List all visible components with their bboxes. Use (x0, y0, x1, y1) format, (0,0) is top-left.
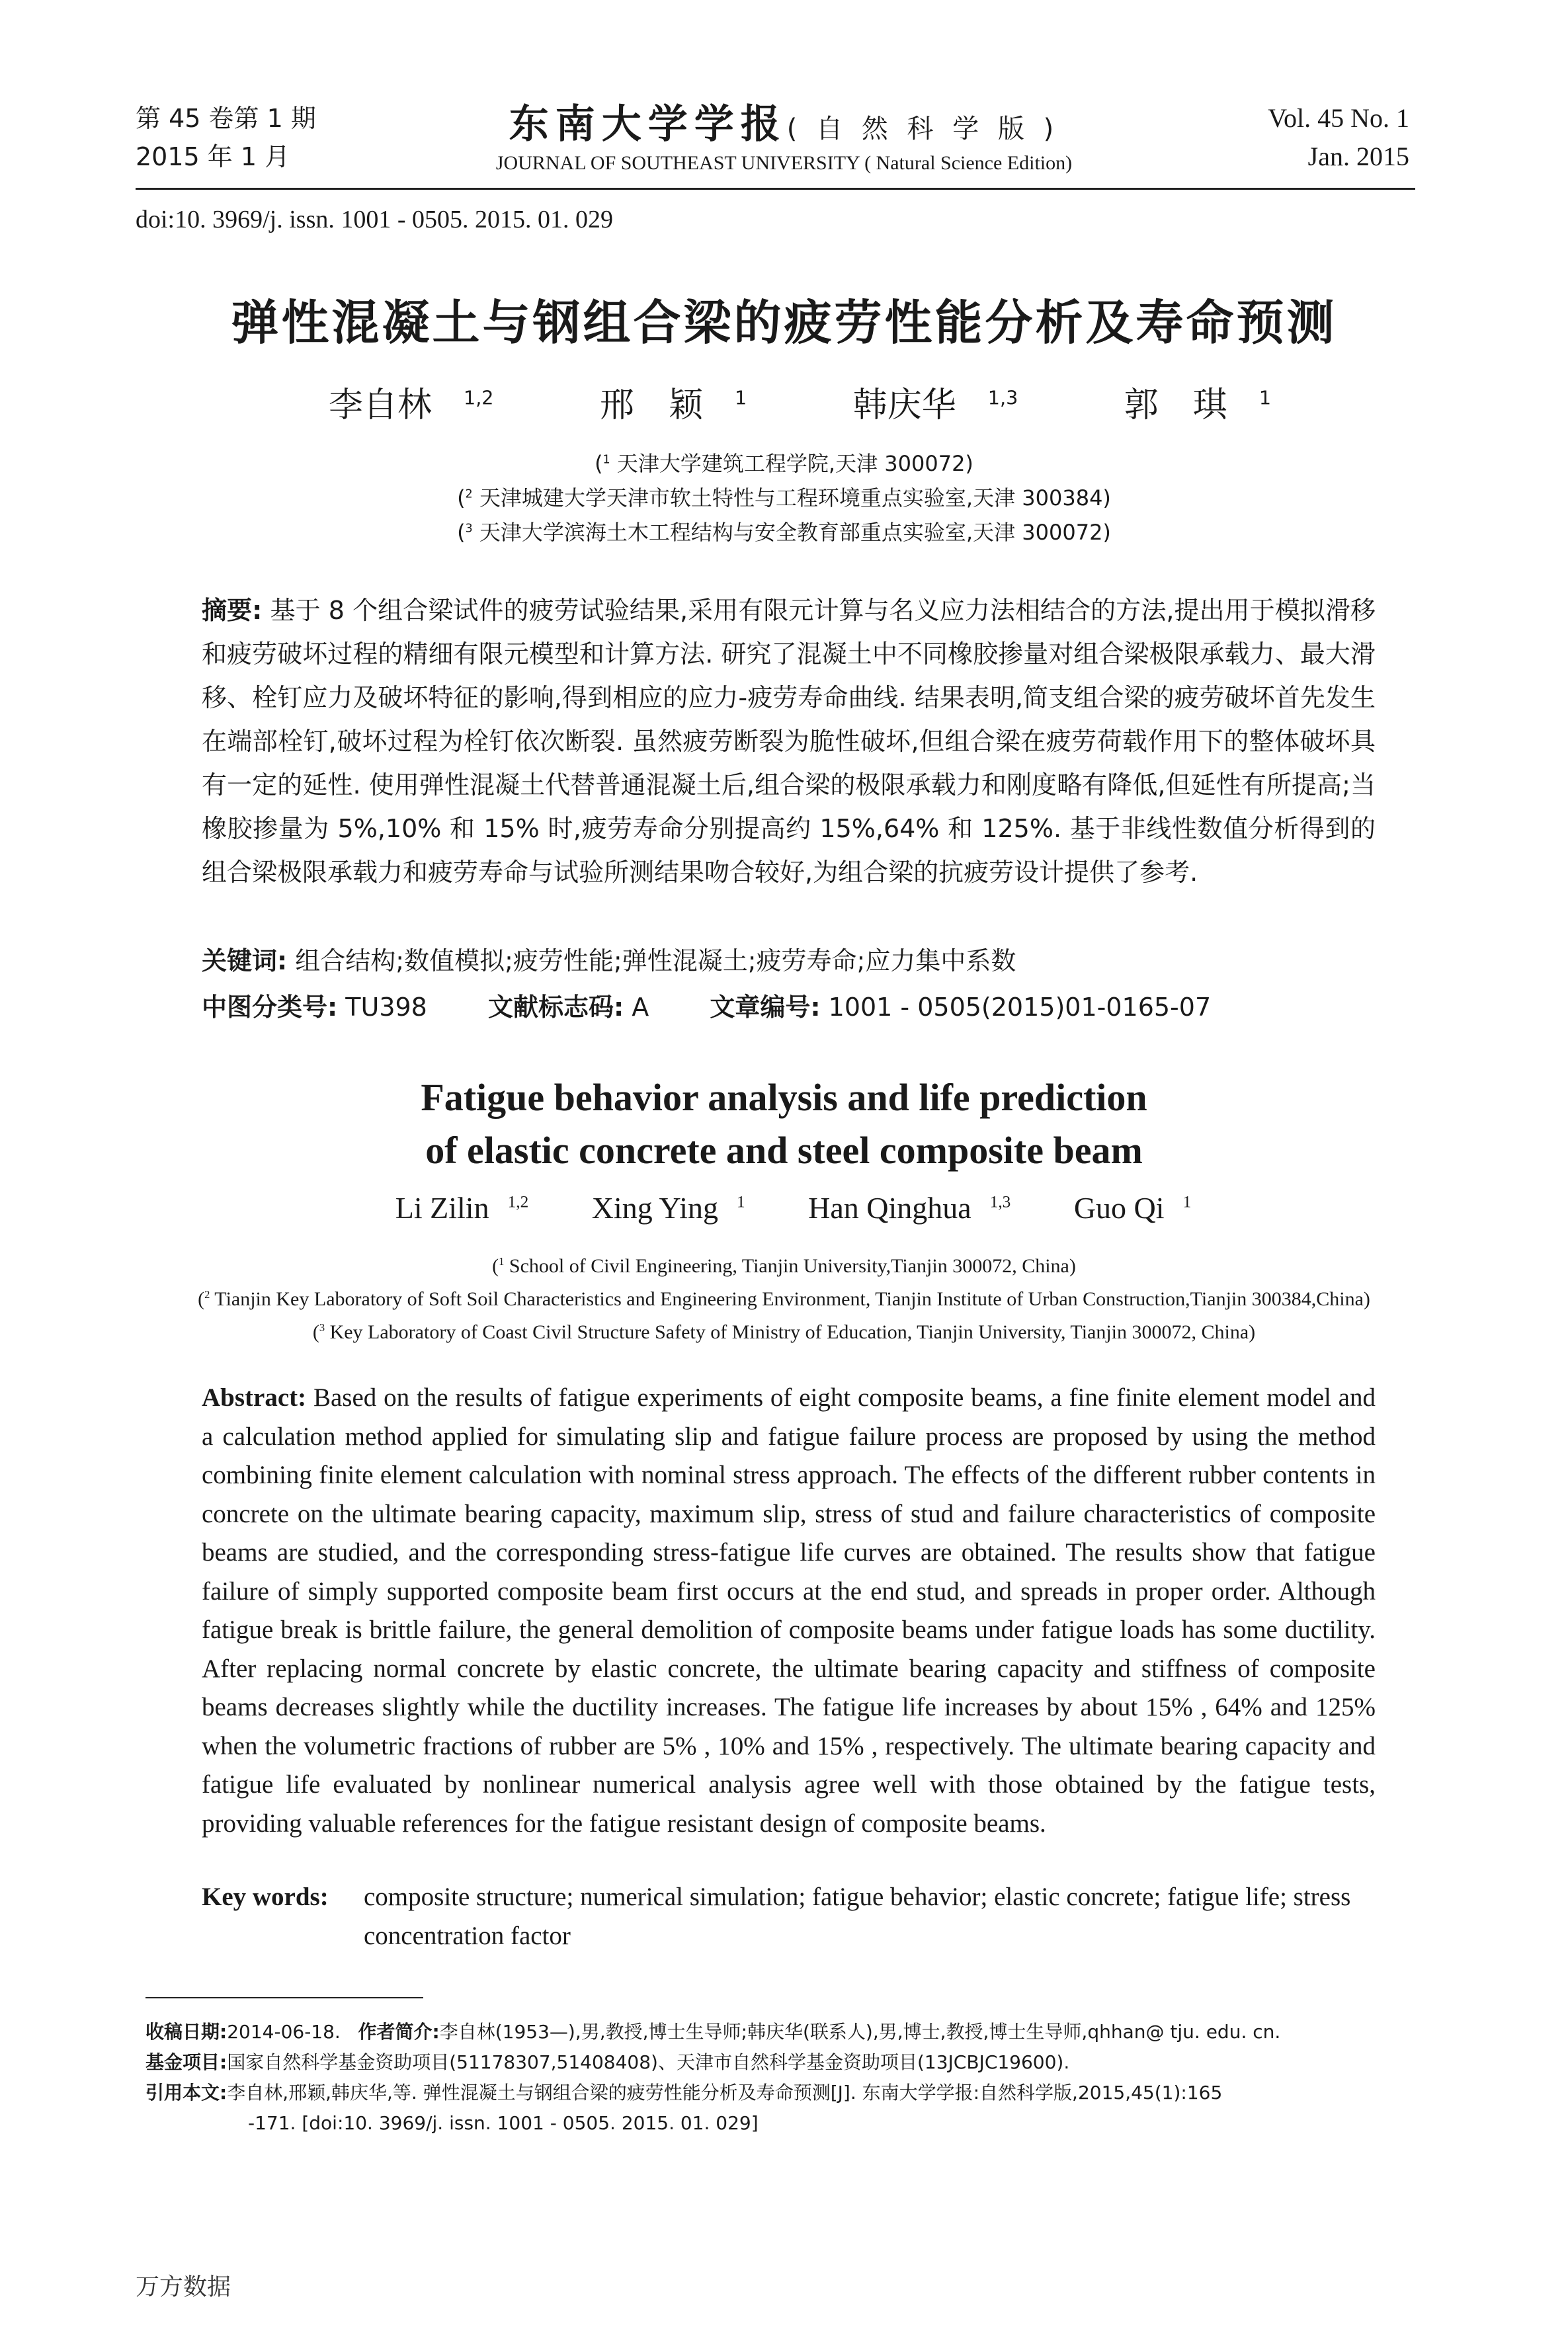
author-cn: 郭 琪 $^1$ (1124, 386, 1272, 425)
abstract-label-en: Abstract: (202, 1383, 307, 1412)
doi[interactable]: doi:10. 3969/j. issn. 1001 - 0505. 2015. 01. 029 (136, 206, 614, 233)
affiliations-en (0, 1250, 1568, 1349)
abstract-cn (202, 589, 1376, 894)
date-en: Jan. 2015 (1307, 142, 1409, 171)
footnotes (145, 2017, 1389, 2139)
article-no-label: 文章编号: (710, 993, 821, 1022)
abstract-en (202, 1379, 1376, 1843)
author-en: Li Zilin $^{1,2}$ (395, 1191, 529, 1225)
title-en-line: of elastic concrete and steel composite beam (425, 1129, 1143, 1172)
watermark: 万方数据 (136, 2273, 231, 2301)
keywords-label-cn: 关键词: (202, 946, 288, 975)
keywords-cn (202, 939, 1376, 983)
authors-cn (0, 377, 1568, 427)
volume-issue-cn: 第 45 卷第 1 期 (136, 104, 316, 133)
header-rule (136, 188, 1415, 190)
journal-title-en: JOURNAL OF SOUTHEAST UNIVERSITY ( Natural Science Edition) (495, 152, 1073, 174)
authors-en (0, 1190, 1568, 1225)
journal-name-cn: 东南大学学报 (509, 101, 787, 147)
affiliation-cn: ($^2$ 天津城建大学天津市软土特性与工程环境重点实验室,天津 300384) (457, 485, 1111, 511)
abstract-text-cn: 基于 8 个组合梁试件的疲劳试验结果,采用有限元计算与名义应力法相结合的方法,提出用于模拟滑移和疲劳破坏过程的精细有限元模型和计算方法. 研究了混凝土中不同橡胶掺量对组合梁极限承载力、最大滑移、栓钉应力及破坏特征的影响,得到相应的应力-疲劳寿命曲线. 结果表明,简支组合梁的疲劳破坏首先发生在端部栓钉,破坏过程为栓钉依次断裂. 虽然疲劳断裂为脆性破坏,但组合梁在疲劳荷载作用下的整体破坏具有一定的延性. 使用弹性混凝土代替普通混凝土后,组合梁的极限承载力和刚度略有降低,但延性有所提高;当橡胶掺量为 5%,10% 和 15% 时,疲劳寿命分别提高约 15%,64% 和 125%. 基于非线性数值分析得到的组合梁极限承载力和疲劳寿命与试验所测结果吻合较好,为组合梁的抗疲劳设计提供了参考. (202, 596, 1376, 887)
footnote-received: 收稿日期:2014-06-18. 作者简介:李自林(1953—),男,教授,博士生导师;韩庆华(联系人),男,博士,教授,博士生导师,qhhan@ tju. edu. cn. (145, 2021, 1281, 2043)
affiliation-en: ($^3$ Key Laboratory of Coast Civil Structure Safety of Ministry of Education, Tianjin University, Tianjin 300072, China) (312, 1321, 1256, 1343)
abstract-text-en: Based on the results of fatigue experiments of eight composite beams, a fine finite element model and a calculation method applied for simulating slip and fatigue failure process are proposed by using the method combining finite element calculation with nominal stress approach. The effects of the different rubber contents in concrete on the ultimate bearing capacity, maximum slip, stress of stud and failure characteristics of composite beams are studied, and the corresponding stress-fatigue life curves are obtained. The results show that fatigue failure of simply supported composite beam first occurs at the end stud, and spreads in proper order. Although fatigue break is brittle failure, the general demolition of composite beams under fatigue loads has some ductility. After replacing normal concrete by elastic concrete, the ultimate bearing capacity and stiffness of composite beams decreases slightly while the ductility increases. The fatigue life increases by about 15% , 64% and 125% when the volumetric fractions of rubber are 5% , 10% and 15% , respectively. The ultimate bearing capacity and fatigue life evaluated by nonlinear numerical analysis agree well with those obtained by the fatigue tests, providing valuable references for the fatigue resistant design of composite beams. (202, 1383, 1376, 1838)
footnote-rule (145, 1997, 423, 1998)
paper-title-en (0, 1071, 1568, 1177)
paper-title-cn: 弹性混凝土与钢组合梁的疲劳性能分析及寿命预测 (231, 295, 1337, 350)
affiliations-cn (0, 446, 1568, 550)
title-en-line: Fatigue behavior analysis and life prediction (421, 1076, 1147, 1119)
keywords-text-en: composite structure; numerical simulation; fatigue behavior; elastic concrete; fatigue life; stress concentration factor (364, 1883, 1351, 1950)
footnote-citation: 引用本文:李自林,邢颖,韩庆华,等. 弹性混凝土与钢组合梁的疲劳性能分析及寿命预测[J]. 东南大学学报:自然科学版,2015,45(1):165 (145, 2082, 1223, 2104)
author-en: Guo Qi $^1$ (1073, 1191, 1192, 1225)
affiliation-en: ($^2$ Tianjin Key Laboratory of Soft Soil Characteristics and Engineering Environment, Tianjin Institute of Urban Construction,Tianjin 300384,China) (198, 1288, 1370, 1310)
doc-code-label: 文献标志码: (487, 993, 624, 1022)
article-no-value: 1001 - 0505(2015)01-0165-07 (828, 993, 1212, 1022)
classification-cn (202, 985, 1376, 1029)
journal-edition-cn: ( 自 然 科 学 版 ) (786, 114, 1059, 144)
header-right (1268, 99, 1409, 176)
author-cn: 邢 颖 $^1$ (600, 386, 747, 425)
footnote-fund: 基金项目:国家自然科学基金资助项目(51178307,51408408)、天津市自然科学基金资助项目(13JCBJC19600). (145, 2051, 1070, 2073)
volume-issue-en: Vol. 45 No. 1 (1268, 103, 1409, 133)
doc-code-value: A (632, 993, 649, 1022)
affiliation-cn: ($^3$ 天津大学滨海土木工程结构与安全教育部重点实验室,天津 300072) (457, 520, 1111, 545)
abstract-label-cn: 摘要: (202, 596, 263, 625)
author-en: Xing Ying $^1$ (591, 1191, 745, 1225)
author-cn: 李自林 $^{1,2}$ (328, 386, 494, 425)
author-en: Han Qinghua $^{1,3}$ (808, 1191, 1011, 1225)
keywords-text-cn: 组合结构;数值模拟;疲劳性能;弹性混凝土;疲劳寿命;应力集中系数 (295, 946, 1016, 975)
affiliation-en: ($^1$ School of Civil Engineering, Tianjin University,Tianjin 300072, China) (492, 1255, 1076, 1277)
author-cn: 韩庆华 $^{1,3}$ (852, 386, 1018, 425)
date-cn: 2015 年 1 月 (136, 142, 290, 171)
keywords-en (202, 1878, 1376, 1955)
clc-label: 中图分类号: (202, 993, 338, 1022)
keywords-label-en: Key words: (202, 1883, 329, 1911)
footnote-citation-cont: -171. [doi:10. 3969/j. issn. 1001 - 0505. 2015. 01. 029] (248, 2112, 759, 2134)
clc-value: TU398 (345, 993, 427, 1022)
affiliation-cn: ($^1$ 天津大学建筑工程学院,天津 300072) (595, 451, 973, 476)
